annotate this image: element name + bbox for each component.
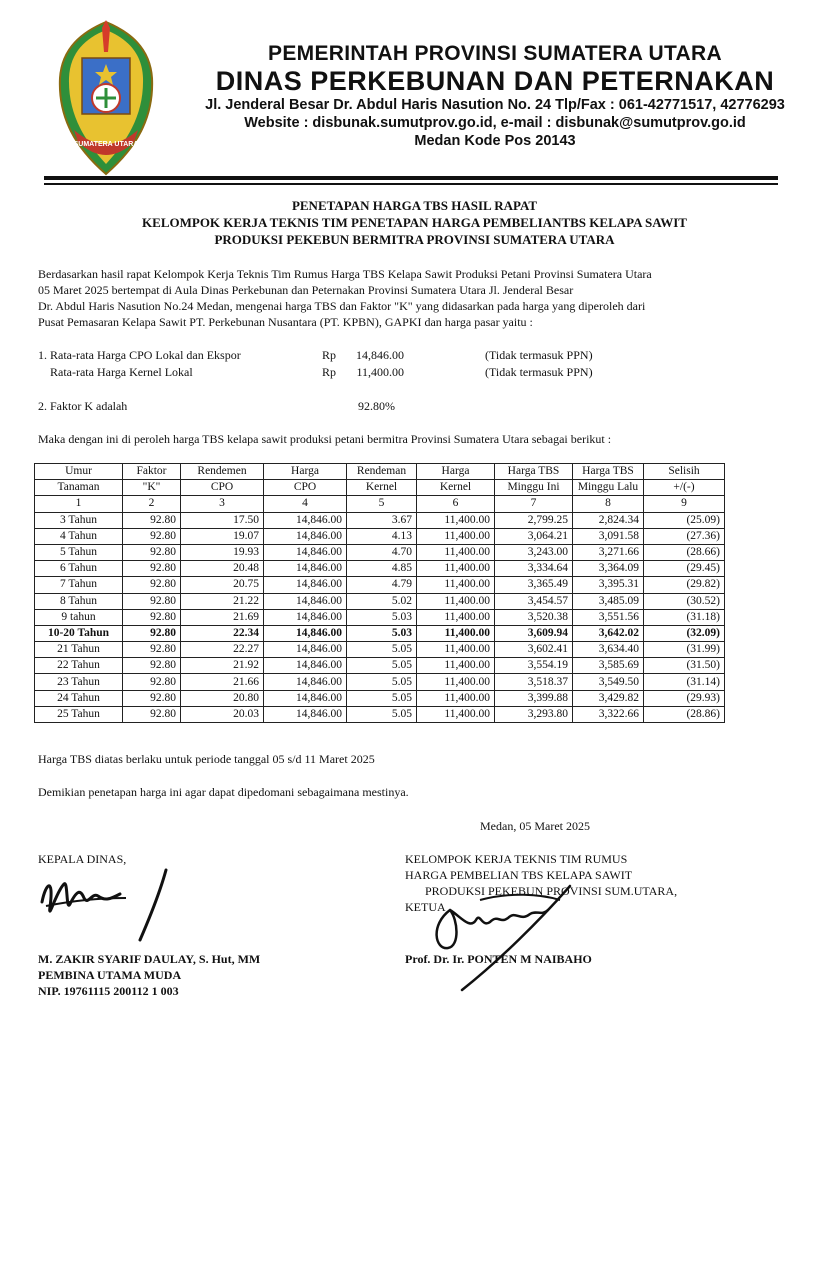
table-cell: 3,585.69 [573,658,644,674]
table-cell: 92.80 [123,544,181,560]
table-header [35,464,725,513]
table-cell: 92.80 [123,577,181,593]
cpo-note: (Tidak termasuk PPN) [485,348,593,362]
header-row-numbers [35,496,725,512]
table-cell: 3,454.57 [495,593,573,609]
letterhead-postcode: Medan Kode Pos 20143 [414,133,576,149]
table-cell: 11,400.00 [417,512,495,528]
table-cell: 5 Tahun [35,544,123,560]
table-cell: 4.85 [347,561,417,577]
table-cell: 11,400.00 [417,658,495,674]
tbs-price-table [34,463,725,723]
header-cell: 6 [417,496,495,512]
table-cell: 25 Tahun [35,706,123,722]
table-row [35,690,725,706]
table-row [35,642,725,658]
table-cell: 10-20 Tahun [35,625,123,641]
table-body [35,512,725,722]
table-cell: 5.05 [347,674,417,690]
letterhead-office: DINAS PERKEBUNAN DAN PETERNAKAN [215,66,775,96]
faktor-label: 2. Faktor K adalah [38,399,128,413]
table-cell: 3,399.88 [495,690,573,706]
table-cell: 21.92 [181,658,264,674]
table-cell: 21.66 [181,674,264,690]
table-cell: 14,846.00 [264,706,347,722]
table-cell: (28.66) [644,544,725,560]
table-cell: 11,400.00 [417,642,495,658]
table-row [35,528,725,544]
header-cell: Minggu Lalu [573,480,644,496]
table-row [35,544,725,560]
table-cell: (31.99) [644,642,725,658]
table-cell: 14,846.00 [264,593,347,609]
table-cell: 3,395.31 [573,577,644,593]
header-cell: "K" [123,480,181,496]
intro-paragraph [38,266,798,330]
table-cell: 3,293.80 [495,706,573,722]
right-signatory-role: KETUA [405,900,446,914]
table-cell: (25.09) [644,512,725,528]
intro-line: Pusat Pemasaran Kelapa Sawit PT. Perkebunan Nusantara (PT. KPBN), GAPKI dan harga pasar yaitu : [38,315,533,329]
header-row-subtitles [35,480,725,496]
cpo-label: 1. Rata-rata Harga CPO Lokal dan Ekspor [38,348,241,362]
table-cell: 11,400.00 [417,625,495,641]
header-cell: Harga TBS [495,464,573,480]
header-cell: 1 [35,496,123,512]
table-row [35,609,725,625]
table-cell: 14,846.00 [264,674,347,690]
table-cell: 14,846.00 [264,528,347,544]
header-row-titles [35,464,725,480]
table-cell: 4.79 [347,577,417,593]
table-cell: 4.70 [347,544,417,560]
kernel-label: Rata-rata Harga Kernel Lokal [50,365,193,379]
table-cell: 3,322.66 [573,706,644,722]
header-cell: 9 [644,496,725,512]
faktor-value: 92.80% [358,399,395,413]
table-cell: 3,642.02 [573,625,644,641]
letterhead-website: Website : disbunak.sumutprov.go.id, e-mail : disbunak@sumutprov.go.id [244,115,746,131]
table-cell: 3,554.19 [495,658,573,674]
table-cell: 11,400.00 [417,690,495,706]
table-cell: 6 Tahun [35,561,123,577]
doc-title-3: PRODUKSI PEKEBUN BERMITRA PROVINSI SUMATERA UTARA [214,232,615,247]
letterhead-rule-thin [44,183,778,185]
sumatera-utara-emblem [52,18,160,178]
table-cell: 92.80 [123,690,181,706]
header-cell: Tanaman [35,480,123,496]
table-cell: 3,634.40 [573,642,644,658]
table-cell: 2,824.34 [573,512,644,528]
table-cell: 19.93 [181,544,264,560]
table-cell: 5.05 [347,658,417,674]
table-cell: 3,334.64 [495,561,573,577]
table-cell: 3,549.50 [573,674,644,690]
table-cell: 14,846.00 [264,561,347,577]
letterhead-government: PEMERINTAH PROVINSI SUMATERA UTARA [268,42,722,65]
table-cell: 3,365.49 [495,577,573,593]
table-cell: 5.05 [347,706,417,722]
table-cell: 21 Tahun [35,642,123,658]
table-row [35,577,725,593]
letterhead-rule-thick [44,176,778,180]
letterhead-address: Jl. Jenderal Besar Dr. Abdul Haris Nasution No. 24 Tlp/Fax : 061-42771517, 42776293 [205,97,785,113]
table-cell: 3,551.56 [573,609,644,625]
table-cell: 92.80 [123,642,181,658]
cpo-value: 14,846.00 [356,348,404,362]
intro-line: 05 Maret 2025 bertempat di Aula Dinas Perkebunan dan Peternakan Provinsi Sumatera Utara Jl. Jenderal Besar [38,283,574,297]
table-cell: 20.75 [181,577,264,593]
right-signature [420,880,580,992]
table-cell: 17.50 [181,512,264,528]
table-row [35,674,725,690]
header-cell: 7 [495,496,573,512]
right-signatory-name: Prof. Dr. Ir. PONTEN M NAIBAHO [405,952,592,966]
table-cell: 14,846.00 [264,577,347,593]
table-cell: 22 Tahun [35,658,123,674]
right-signatory-line2: HARGA PEMBELIAN TBS KELAPA SAWIT [405,868,633,882]
right-signatory-line3: PRODUKSI PEKEBUN PROVINSI SUM.UTARA, [425,884,678,898]
table-cell: 8 Tahun [35,593,123,609]
table-cell: 7 Tahun [35,577,123,593]
table-cell: 14,846.00 [264,642,347,658]
table-cell: 14,846.00 [264,609,347,625]
table-cell: (32.09) [644,625,725,641]
table-cell: 92.80 [123,706,181,722]
kernel-currency: Rp [322,365,337,379]
table-cell: 11,400.00 [417,706,495,722]
left-signatory-role: KEPALA DINAS, [38,852,127,866]
header-cell: 4 [264,496,347,512]
table-cell: 92.80 [123,609,181,625]
table-cell: (29.82) [644,577,725,593]
closing-note: Demikian penetapan harga ini agar dapat dipedomani sebagaimana mestinya. [38,785,409,799]
table-cell: 9 tahun [35,609,123,625]
table-cell: 3 Tahun [35,512,123,528]
table-cell: 3,364.09 [573,561,644,577]
table-cell: 5.03 [347,609,417,625]
table-cell: 3,243.00 [495,544,573,560]
table-cell: (30.52) [644,593,725,609]
left-signature [36,862,176,947]
table-cell: 92.80 [123,593,181,609]
header-cell: Rendemen [181,464,264,480]
table-row [35,512,725,528]
kernel-value: 11,400.00 [356,365,404,379]
header-cell: 8 [573,496,644,512]
header-cell: Kernel [417,480,495,496]
table-cell: (27.36) [644,528,725,544]
table-cell: 22.34 [181,625,264,641]
table-row [35,706,725,722]
table-cell: 21.69 [181,609,264,625]
table-cell: (31.18) [644,609,725,625]
table-cell: 4 Tahun [35,528,123,544]
table-cell: 14,846.00 [264,658,347,674]
table-cell: 3,609.94 [495,625,573,641]
table-cell: 5.05 [347,642,417,658]
period-note: Harga TBS diatas berlaku untuk periode tanggal 05 s/d 11 Maret 2025 [38,752,375,766]
table-cell: 11,400.00 [417,528,495,544]
table-row [35,625,725,641]
table-cell: 5.03 [347,625,417,641]
header-cell: Harga [264,464,347,480]
header-cell: 3 [181,496,264,512]
table-cell: 3.67 [347,512,417,528]
table-cell: (31.14) [644,674,725,690]
table-cell: 2,799.25 [495,512,573,528]
table-row [35,658,725,674]
table-cell: (28.86) [644,706,725,722]
left-signatory-nip: NIP. 19761115 200112 1 003 [38,984,179,998]
header-cell: CPO [264,480,347,496]
table-cell: 3,520.38 [495,609,573,625]
header-cell: Harga TBS [573,464,644,480]
doc-title-2: KELOMPOK KERJA TEKNIS TIM PENETAPAN HARGA PEMBELIANTBS KELAPA SAWIT [142,215,687,230]
table-cell: (29.45) [644,561,725,577]
table-cell: (29.93) [644,690,725,706]
header-cell: Rendeman [347,464,417,480]
table-cell: 11,400.00 [417,561,495,577]
table-cell: 20.48 [181,561,264,577]
table-cell: 3,602.41 [495,642,573,658]
header-cell: Faktor [123,464,181,480]
table-cell: 5.02 [347,593,417,609]
table-cell: 14,846.00 [264,512,347,528]
place-date: Medan, 05 Maret 2025 [480,819,590,833]
table-cell: 3,091.58 [573,528,644,544]
table-cell: 3,429.82 [573,690,644,706]
intro-line: Dr. Abdul Haris Nasution No.24 Medan, mengenai harga TBS dan Faktor "K" yang didasarkan pada harga yang diperoleh dari [38,299,646,313]
emblem-text: SUMATERA UTARA [73,141,139,148]
table-cell: 14,846.00 [264,544,347,560]
table-cell: 3,064.21 [495,528,573,544]
header-cell: Harga [417,464,495,480]
header-cell: CPO [181,480,264,496]
table-cell: 92.80 [123,528,181,544]
header-cell: +/(-) [644,480,725,496]
table-cell: 92.80 [123,512,181,528]
table-cell: 92.80 [123,674,181,690]
table-cell: 11,400.00 [417,609,495,625]
table-cell: 21.22 [181,593,264,609]
table-cell: 24 Tahun [35,690,123,706]
doc-title-1: PENETAPAN HARGA TBS HASIL RAPAT [291,198,538,213]
table-cell: (31.50) [644,658,725,674]
header-cell: Selisih [644,464,725,480]
header-cell: Minggu Ini [495,480,573,496]
table-cell: 19.07 [181,528,264,544]
table-cell: 23 Tahun [35,674,123,690]
table-row [35,561,725,577]
table-row [35,593,725,609]
header-cell: Umur [35,464,123,480]
table-cell: 3,518.37 [495,674,573,690]
table-cell: 3,485.09 [573,593,644,609]
table-cell: 5.05 [347,690,417,706]
header-cell: Kernel [347,480,417,496]
right-signatory-line1: KELOMPOK KERJA TEKNIS TIM RUMUS [405,852,628,866]
table-cell: 92.80 [123,561,181,577]
table-cell: 11,400.00 [417,544,495,560]
table-cell: 11,400.00 [417,674,495,690]
left-signatory-name: M. ZAKIR SYARIF DAULAY, S. Hut, MM [38,952,261,966]
kernel-note: (Tidak termasuk PPN) [485,365,593,379]
table-cell: 20.80 [181,690,264,706]
table-cell: 3,271.66 [573,544,644,560]
table-cell: 11,400.00 [417,577,495,593]
header-cell: 5 [347,496,417,512]
cpo-currency: Rp [322,348,337,362]
table-cell: 11,400.00 [417,593,495,609]
left-signatory-rank: PEMBINA UTAMA MUDA [38,968,182,982]
lead-sentence: Maka dengan ini di peroleh harga TBS kelapa sawit produksi petani bermitra Provinsi Sumatera Utara sebagai berikut : [38,432,612,446]
table-cell: 92.80 [123,625,181,641]
table-cell: 14,846.00 [264,690,347,706]
table-cell: 22.27 [181,642,264,658]
table-cell: 92.80 [123,658,181,674]
table-cell: 14,846.00 [264,625,347,641]
table-cell: 20.03 [181,706,264,722]
header-cell: 2 [123,496,181,512]
table-cell: 4.13 [347,528,417,544]
intro-line: Berdasarkan hasil rapat Kelompok Kerja Teknis Tim Rumus Harga TBS Kelapa Sawit Produksi Petani Provinsi Sumatera Utara [38,267,652,281]
